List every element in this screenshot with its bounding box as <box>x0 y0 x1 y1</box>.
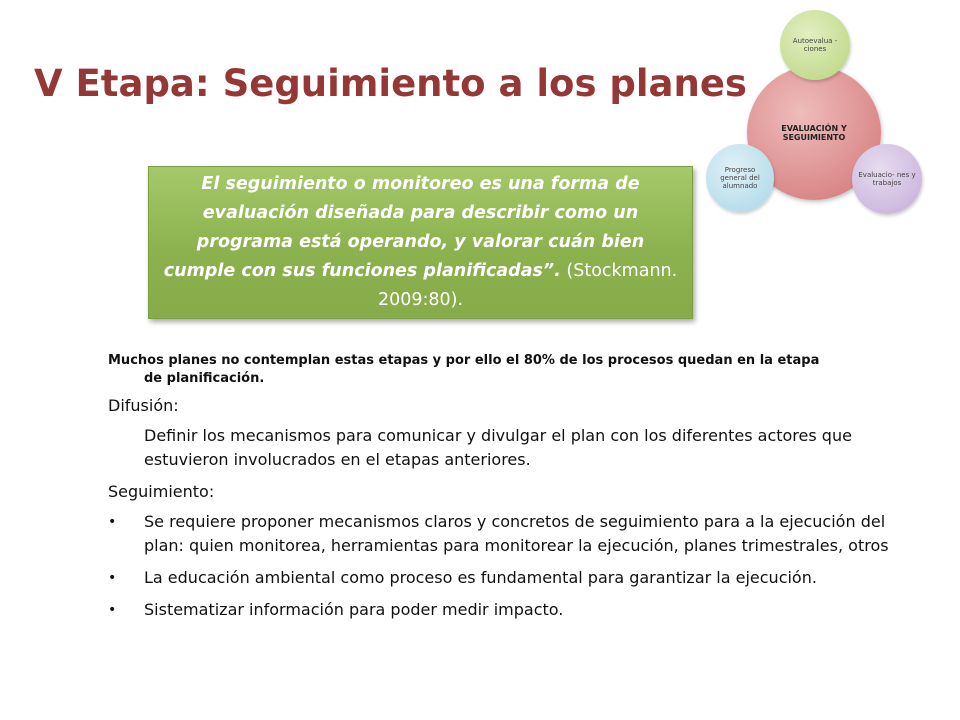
slide-body <box>108 352 928 630</box>
diagram-top-label: Autoevalua -ciones <box>792 36 838 53</box>
difusion-text: Definir los mecanismos para comunicar y divulgar el plan con los diferentes actores que estuvieron involucrados en el etapas anteriores. <box>144 426 852 469</box>
slide-title: V Etapa: Seguimiento a los planes <box>34 62 747 105</box>
diagram-center-label: EVALUACIÓN Y SEGUIMIENTO <box>781 123 847 142</box>
diagram-left-label: Progreso general del alumnado <box>720 165 760 191</box>
quote-text <box>161 170 680 315</box>
bullet-text: Sistematizar información para poder medir impacto. <box>144 600 564 619</box>
intro-paragraph <box>108 352 928 388</box>
seguimiento-heading: Seguimiento: <box>108 482 215 501</box>
intro-line-1: Muchos planes no contemplan estas etapas y por ello el 80% de los procesos quedan en la etapa <box>108 353 820 368</box>
diagram-right-circle <box>852 144 922 214</box>
evaluation-cycle-diagram <box>700 8 930 218</box>
quote-citation: (Stockmann. 2009:80). <box>377 261 678 310</box>
intro-line-2: de planificación. <box>144 371 265 386</box>
definition-quote-box <box>148 166 693 319</box>
bullet-text: La educación ambiental como proceso es fundamental para garantizar la ejecución. <box>144 568 817 587</box>
list-item <box>108 566 928 590</box>
diagram-left-circle <box>706 144 774 212</box>
list-item <box>108 510 928 558</box>
list-item <box>108 598 928 622</box>
bullet-icon: • <box>108 514 117 530</box>
difusion-heading: Difusión: <box>108 396 179 415</box>
bullet-text: Se requiere proponer mecanismos claros y concretos de seguimiento para a la ejecución del plan: quien monitorea, herramientas para monitorear la ejecución, planes trimestrales, otros <box>144 512 889 555</box>
bullet-icon: • <box>108 570 117 586</box>
quote-definition: El seguimiento o monitoreo es una forma de evaluación diseñada para describir como un programa está operando, y valorar cuán bien cumple con sus funciones planificadas”. <box>163 174 645 281</box>
diagram-right-label: Evaluacio- nes y trabajos <box>858 170 916 187</box>
diagram-top-circle <box>780 10 850 80</box>
bullet-icon: • <box>108 602 117 618</box>
seguimiento-bullet-list <box>108 510 928 622</box>
